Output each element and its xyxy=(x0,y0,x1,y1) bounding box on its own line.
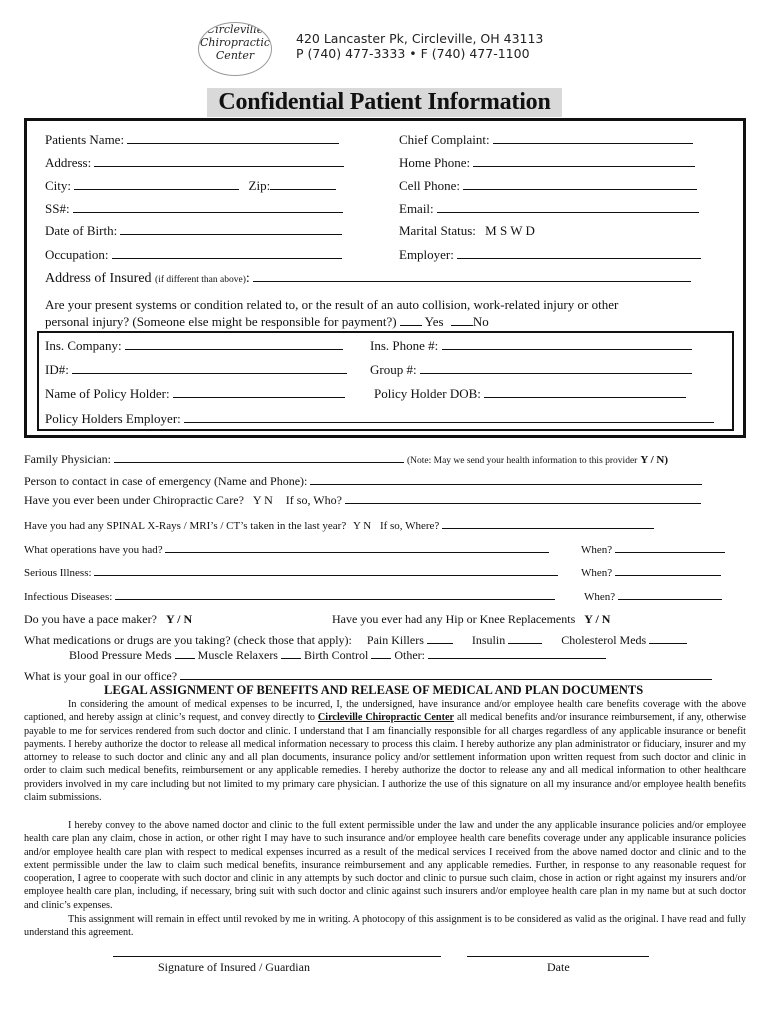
other-blank[interactable] xyxy=(428,647,606,659)
operations-when-label: When? xyxy=(581,544,613,556)
injury-question-text: personal injury? (Someone else might be responsible for payment?) xyxy=(45,314,397,329)
chiro-care-yn[interactable]: Y N xyxy=(252,493,273,507)
insured-address-field[interactable]: Address of Insured (if different than above): xyxy=(45,270,691,287)
pacemaker-label: Do you have a pace maker? xyxy=(24,612,157,626)
chief-complaint-blank[interactable] xyxy=(493,132,693,144)
insulin-label: Insulin xyxy=(471,633,506,647)
chiro-who-blank[interactable] xyxy=(345,492,701,504)
muscle-relaxers-label: Muscle Relaxers xyxy=(197,648,278,662)
policy-holder-dob-blank[interactable] xyxy=(484,386,686,398)
group-label: Group #: xyxy=(370,362,417,377)
employer-label: Employer: xyxy=(399,247,454,262)
address-label: Address: xyxy=(45,155,92,170)
medications-field-2[interactable] xyxy=(69,647,606,663)
ins-id-field[interactable] xyxy=(45,362,347,378)
insulin-blank[interactable] xyxy=(508,632,542,644)
marital-options[interactable]: M S W D xyxy=(485,223,535,238)
email-field[interactable] xyxy=(399,201,699,217)
physician-yn[interactable]: Y / N) xyxy=(640,454,669,466)
page-title: Confidential Patient Information xyxy=(207,88,562,117)
family-physician-field[interactable] xyxy=(24,451,668,467)
dob-label: Date of Birth: xyxy=(45,223,118,238)
date-line[interactable] xyxy=(467,956,649,957)
group-blank[interactable] xyxy=(420,362,692,374)
no-blank[interactable] xyxy=(451,314,473,326)
clinic-name: Circleville Chiropractic Center xyxy=(317,712,455,724)
city-blank[interactable] xyxy=(74,178,239,190)
chiro-care-label: Have you ever been under Chiropractic Care? xyxy=(24,493,244,507)
infectious-when-blank[interactable] xyxy=(618,588,722,600)
infectious-when-label: When? xyxy=(584,591,616,603)
zip-blank[interactable] xyxy=(270,178,336,190)
serious-illness-blank[interactable] xyxy=(94,564,558,576)
policy-holder-label: Name of Policy Holder: xyxy=(45,386,170,401)
family-physician-label: Family Physician: xyxy=(24,452,111,466)
email-blank[interactable] xyxy=(437,201,699,213)
chief-complaint-label: Chief Complaint: xyxy=(399,132,490,147)
yes-label: Yes xyxy=(424,314,444,329)
other-label: Other: xyxy=(394,648,425,662)
legal-paragraph-1 xyxy=(24,698,746,804)
patient-name-field[interactable] xyxy=(45,132,339,148)
date-label: Date xyxy=(547,960,570,974)
chief-complaint-field[interactable] xyxy=(399,132,693,148)
hip-knee-label: Have you ever had any Hip or Knee Replacements xyxy=(332,612,576,626)
serious-illness-label: Serious Illness: xyxy=(24,567,92,579)
ins-company-field[interactable] xyxy=(45,338,343,354)
policy-holder-blank[interactable] xyxy=(173,386,345,398)
cell-phone-field[interactable] xyxy=(399,178,697,194)
yes-blank[interactable] xyxy=(400,314,422,326)
xray-field[interactable] xyxy=(24,517,654,532)
logo-line: Chiropractic xyxy=(199,36,271,49)
goal-blank[interactable] xyxy=(180,668,712,680)
ins-phone-field[interactable] xyxy=(370,338,692,354)
insured-address-blank[interactable] xyxy=(253,270,691,282)
operations-when-field[interactable] xyxy=(581,541,725,556)
chiro-who-label: If so, Who? xyxy=(285,493,342,507)
policy-employer-label: Policy Holders Employer: xyxy=(45,411,181,426)
ins-id-label: ID#: xyxy=(45,362,69,377)
infectious-label: Infectious Diseases: xyxy=(24,591,113,603)
insured-address-label: Address of Insured xyxy=(45,271,152,286)
legal-paragraph-2 xyxy=(24,819,746,912)
ins-phone-label: Ins. Phone #: xyxy=(370,338,439,353)
xray-where-label: If so, Where? xyxy=(379,520,440,532)
clinic-logo xyxy=(198,22,272,76)
pain-killers-blank[interactable] xyxy=(427,632,453,644)
birth-control-label: Birth Control xyxy=(303,648,369,662)
xray-label: Have you had any SPINAL X-Rays / MRI’s / CT’s taken in the last year? xyxy=(24,520,347,532)
operations-field[interactable] xyxy=(24,541,549,556)
operations-when-blank[interactable] xyxy=(615,541,725,553)
hip-knee-field[interactable] xyxy=(332,612,610,627)
operations-label: What operations have you had? xyxy=(24,544,163,556)
occupation-label: Occupation: xyxy=(45,247,109,262)
occupation-blank[interactable] xyxy=(112,247,342,259)
cholesterol-blank[interactable] xyxy=(649,632,687,644)
serious-when-label: When? xyxy=(581,567,613,579)
no-label: No xyxy=(472,314,489,329)
infectious-field[interactable] xyxy=(24,588,555,603)
home-phone-label: Home Phone: xyxy=(399,155,471,170)
emergency-contact-label: Person to contact in case of emergency (Name and Phone): xyxy=(24,474,308,488)
legal-p2: I hereby convey to the above named doctor and clinic to the full extent permissible under the law and under the any applicable insurance policies and/or employee health care plan any claim, chose in action, or other right I may have to such insurance and/or employee health care benefits coverage under any applicable insurance policies and/or employee health care plan with respect to medical expenses incurred as a result of the medical services I received from the above named doctor and clinic and to the extent permissible under the law to claim such medical benefits, insurance reimbursement and any applicable remedies. Further, in response to any reasonable request for cooperation, I agree to cooperate with such doctor and clinic in any attempts by such doctor and clinic to pursue such claim, chose in action or right against my insurers and/or employee health care plan, including, if necessary, bring suit with such doctor and clinic against such insurers and/or employee health care plan in my name but at such doctor and clinic’s expenses. xyxy=(24,820,746,911)
group-field[interactable] xyxy=(370,362,692,378)
employer-field[interactable] xyxy=(399,247,701,263)
xray-yn[interactable]: Y N xyxy=(352,520,372,532)
cell-phone-label: Cell Phone: xyxy=(399,178,461,193)
logo-line: Center xyxy=(215,49,255,62)
clinic-address: 420 Lancaster Pk, Circleville, OH 43113 xyxy=(296,31,544,46)
hip-knee-yn[interactable]: Y / N xyxy=(584,612,611,626)
blood-pressure-label: Blood Pressure Meds xyxy=(69,648,172,662)
cholesterol-label: Cholesterol Meds xyxy=(561,633,647,647)
infectious-blank[interactable] xyxy=(115,588,555,600)
medications-field[interactable] xyxy=(24,632,687,648)
ins-id-blank[interactable] xyxy=(72,362,347,374)
emergency-contact-blank[interactable] xyxy=(310,473,702,485)
physician-note: (Note: May we send your health information to this provider xyxy=(407,456,638,466)
blood-pressure-blank[interactable] xyxy=(175,647,195,659)
employer-blank[interactable] xyxy=(457,247,701,259)
city-field[interactable] xyxy=(45,178,336,194)
marital-label: Marital Status: xyxy=(399,223,476,238)
legal-p1-a: In considering the amount of medical expenses to be incurred, I, the undersigned, have insurance and/or employee health care benefits coverage with the above captioned, and hereby assign at clinic’s request, and convey directly to xyxy=(24,699,746,724)
policy-holder-dob-field[interactable] xyxy=(374,386,686,402)
policy-holder-field[interactable] xyxy=(45,386,345,402)
home-phone-field[interactable] xyxy=(399,155,695,171)
ins-company-blank[interactable] xyxy=(125,338,343,350)
legal-p1-b: all medical benefits and/or insurance reimbursement, if any, otherwise payable to me for services rendered from such doctor and clinic. I understand that I am financially responsible for all charges regardless of any applicable insurance or benefit payments. I hereby authorize the doctor to release all medical information necessary to process this claim. I hereby authorize any plan administrator or fiduciary, insurer and my attorney to release to such doctor and clinic any and all plan documents, insurance policy and/or settlement information upon written request from such doctor and clinic in order to claim such medical benefits, reimbursement or any applicable remedies. I hereby authorize the doctor to release any and all medical information to other healthcare providers involved in my care including but not limited to my primary care physician. I authorize the use of this signature on all my insurance and/or employee health benefits claim submissions. xyxy=(24,712,747,804)
injury-question-line1: Are your present systems or condition related to, or the result of an auto collision, work-related injury or other xyxy=(45,297,619,312)
home-phone-blank[interactable] xyxy=(473,155,695,167)
infectious-when-field[interactable] xyxy=(584,588,722,603)
serious-when-field[interactable] xyxy=(581,564,721,579)
patient-name-blank[interactable] xyxy=(127,132,339,144)
birth-control-blank[interactable] xyxy=(371,647,391,659)
clinic-phone: P (740) 477-3333 • F (740) 477-1100 xyxy=(296,46,530,61)
city-label: City: xyxy=(45,178,72,193)
serious-when-blank[interactable] xyxy=(615,564,721,576)
xray-where-blank[interactable] xyxy=(442,517,654,529)
goal-label: What is your goal in our office? xyxy=(24,669,178,683)
address-blank[interactable] xyxy=(94,155,344,167)
pain-killers-label: Pain Killers xyxy=(366,633,424,647)
ssn-blank[interactable] xyxy=(73,201,343,213)
injury-question-line2[interactable] xyxy=(45,314,489,330)
patient-name-label: Patients Name: xyxy=(45,132,125,147)
policy-employer-blank[interactable] xyxy=(184,411,714,423)
occupation-field[interactable] xyxy=(45,247,342,263)
pacemaker-yn[interactable]: Y / N xyxy=(165,612,193,626)
emergency-contact-field[interactable] xyxy=(24,473,702,489)
chiro-care-field[interactable] xyxy=(24,492,701,508)
ssn-label: SS#: xyxy=(45,201,70,216)
muscle-relaxers-blank[interactable] xyxy=(281,647,301,659)
pacemaker-field[interactable] xyxy=(24,612,192,627)
zip-label: Zip: xyxy=(248,178,271,193)
medications-label: What medications or drugs are you taking? (check those that apply): xyxy=(24,633,352,647)
dob-field[interactable] xyxy=(45,223,342,239)
ins-phone-blank[interactable] xyxy=(442,338,692,350)
policy-holder-dob-label: Policy Holder DOB: xyxy=(374,386,481,401)
marital-field[interactable] xyxy=(399,223,535,239)
legal-paragraph-3 xyxy=(24,913,746,940)
email-label: Email: xyxy=(399,201,434,216)
ssn-field[interactable] xyxy=(45,201,343,217)
logo-line: Circleville xyxy=(206,23,264,36)
insured-address-note: (if different than above) xyxy=(155,275,246,285)
goal-field[interactable] xyxy=(24,668,712,684)
dob-blank[interactable] xyxy=(120,223,342,235)
legal-title: LEGAL ASSIGNMENT OF BENEFITS AND RELEASE OF MEDICAL AND PLAN DOCUMENTS xyxy=(104,683,644,697)
signature-label: Signature of Insured / Guardian xyxy=(158,960,310,974)
legal-p3: This assignment will remain in effect until revoked by me in writing. A photocopy of this assignment is to be considered as valid as the original. I have read and fully understand this agreement. xyxy=(24,914,746,939)
operations-blank[interactable] xyxy=(165,541,549,553)
address-field[interactable] xyxy=(45,155,344,171)
policy-employer-field[interactable] xyxy=(45,411,714,427)
serious-illness-field[interactable] xyxy=(24,564,558,579)
signature-line[interactable] xyxy=(113,956,441,957)
ins-company-label: Ins. Company: xyxy=(45,338,122,353)
cell-phone-blank[interactable] xyxy=(463,178,697,190)
family-physician-blank[interactable] xyxy=(114,451,404,463)
